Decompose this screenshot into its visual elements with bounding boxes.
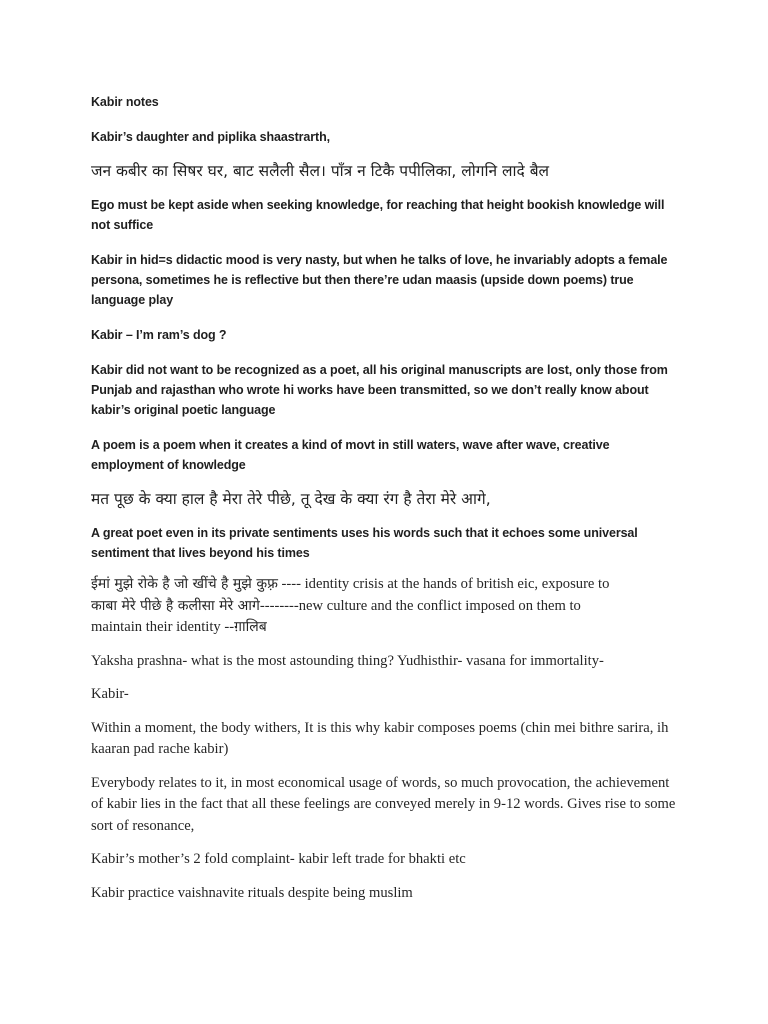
paragraph-rams-dog: Kabir – I’m ram’s dog ? — [91, 328, 227, 342]
paragraph-yaksha-prashna: Yaksha prashna- what is the most astounding thing? Yudhisthir- vasana for immortality- — [91, 652, 604, 669]
paragraph-economical-words: Everybody relates to it, in most economical usage of words, so much provocation, the achievement of kabir lies in the fact that all these feelings are conveyed merely in 9-12 words. Gives rise to some sort of resonance, — [91, 774, 676, 834]
ghalib-name-hindi: ग़ालिब — [234, 619, 267, 635]
ghalib-line-1-note: ---- identity crisis at the hands of british eic, exposure to — [277, 576, 610, 592]
ghalib-line-3-note: maintain their identity -- — [91, 619, 235, 635]
paragraph-ego: Ego must be kept aside when seeking knowledge, for reaching that height bookish knowledge will not suffice — [91, 198, 665, 232]
hindi-couplet-ghalib-1: मत पूछ के क्या हाल है मेरा तेरे पीछे, तू देख के क्या रंग है तेरा मेरे आगे, — [91, 490, 491, 508]
paragraph-poem-definition: A poem is a poem when it creates a kind of movt in still waters, wave after wave, creative employment of knowledge — [91, 438, 610, 472]
document-body — [91, 92, 681, 916]
ghalib-line-2-hindi: काबा मेरे पीछे है कलीसा मेरे आगे — [91, 597, 260, 614]
paragraph-great-poet: A great poet even in its private sentiments uses his words such that it echoes some universal sentiment that lives beyond his times — [91, 526, 638, 560]
hindi-couplet-kabir: जन कबीर का सिषर घर, बाट सलैली सैल। पाँत्र न टिकै पपीलिका, लोगनि लादे बैल — [91, 162, 550, 180]
paragraph-kabir-daughter: Kabir’s daughter and piplika shaastrarth, — [91, 130, 331, 144]
paragraph-mothers-complaint: Kabir’s mother’s 2 fold complaint- kabir left trade for bhakti etc — [91, 851, 466, 867]
document-title: Kabir notes — [91, 95, 159, 109]
ghalib-line-1-hindi: ईमां मुझे रोके है जो खींचे है मुझे कुफ़्र — [91, 576, 278, 592]
paragraph-didactic-mood: Kabir in hid=s didactic mood is very nasty, but when he talks of love, he invariably adopts a female persona, sometimes he is reflective but then there’re udan maasis (upside down poems) true language play — [91, 253, 668, 307]
paragraph-kabir-label: Kabir- — [91, 686, 129, 702]
paragraph-manuscripts: Kabir did not want to be recognized as a poet, all his original manuscripts are lost, only those from Punjab and rajasthan who wrote hi works have been transmitted, so we don’t really know about kabir’s original poetic language — [91, 363, 668, 417]
paragraph-vaishnavite-rituals: Kabir practice vaishnavite rituals despite being muslim — [91, 884, 413, 901]
ghalib-line-2-note: --------new culture and the conflict imposed on them to — [259, 597, 581, 614]
paragraph-ghalib-identity — [91, 574, 681, 639]
paragraph-body-withers: Within a moment, the body withers, It is this why kabir composes poems (chin mei bithre sarira, ih kaaran pad rache kabir) — [91, 719, 669, 757]
